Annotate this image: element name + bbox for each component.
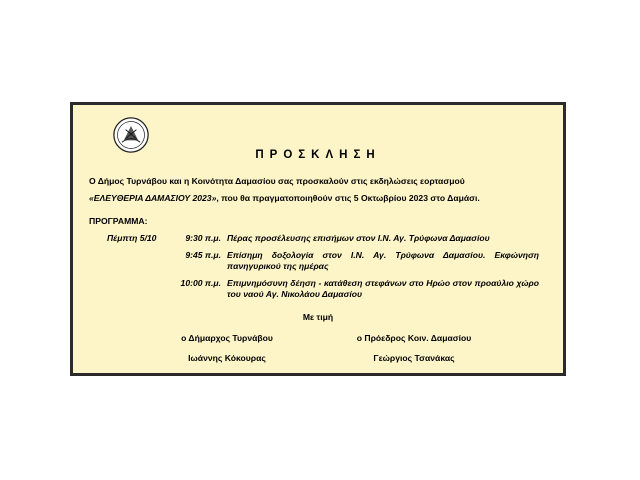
program-item-text: Επιμνημόσυνη δέηση - κατάθεση στεφάνων στο Ηρώο στον προαύλιο χώρο του ναού Αγ. Νικολάου Δαμασίου — [227, 278, 539, 299]
program-item-time: 9:30 π.μ. — [185, 233, 221, 243]
intro-line-1: Ο Δήμος Τυρνάβου και η Κοινότητα Δαμασίου σας προσκαλούν στις εκδηλώσεις εορτασμού — [89, 176, 465, 186]
intro-line-2 — [89, 193, 559, 203]
signature-name-president: Γεώργιος Τσανάκας — [373, 353, 455, 363]
signature-role-mayor: ο Δήμαρχος Τυρνάβου — [181, 333, 273, 343]
signature-role-president: ο Πρόεδρος Κοιν. Δαμασίου — [356, 333, 472, 343]
program-day: Πέμπτη 5/10 — [107, 233, 157, 243]
intro-line-2-rest: , που θα πραγματοποιηθούν στις 5 Οκτωβρίου 2023 στο Δαμάσι. — [216, 193, 480, 203]
municipal-seal-icon — [113, 117, 149, 153]
greeting: Με τιμή — [302, 312, 334, 322]
signature-name-mayor: Ιωάννης Κόκουρας — [188, 353, 266, 363]
program-item-time: 10:00 π.μ. — [180, 278, 221, 288]
program-item-text: Πέρας προσέλευσης επισήμων στον Ι.Ν. Αγ. Τρύφωνα Δαμασίου — [227, 233, 490, 243]
invitation-card — [70, 102, 566, 376]
program-heading: ΠΡΟΓΡΑΜΜΑ: — [89, 216, 148, 226]
event-name: «ΕΛΕΥΘΕΡΙΑ ΔΑΜΑΣΙΟΥ 2023» — [89, 193, 217, 203]
program-item-text: Επίσημη δοξολογία στον Ι.Ν. Αγ. Τρύφωνα Δαμασίου. Εκφώνηση πανηγυρικού της ημέρας — [227, 250, 539, 271]
program-item-time: 9:45 π.μ. — [185, 250, 221, 260]
page-title: ΠΡΟΣΚΛΗΣΗ — [255, 149, 381, 161]
